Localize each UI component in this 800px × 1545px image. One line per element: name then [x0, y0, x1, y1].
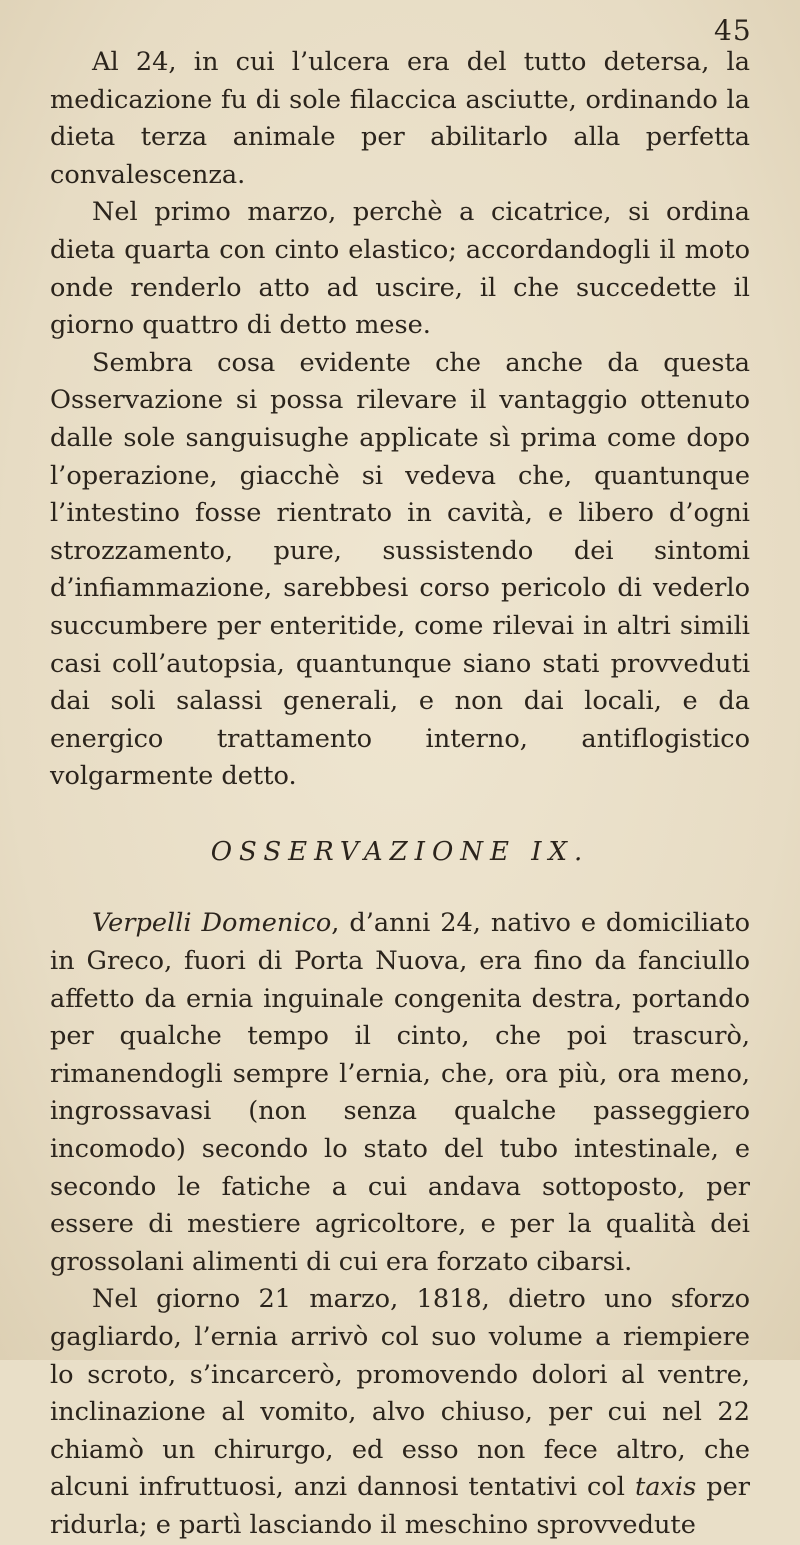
paragraph-conclusion: Sembra cosa evidente che anche da questa Osservazione si possa rilevare il vantaggio ottenuto dalle sole sanguisughe applicate sì prima come dopo l’operazione, giacchè si vedeva che, quantunque l’intestino fosse rientrato in cavità, e libero d’ogni strozzamento, pure, sussistendo dei sintomi d’infiammazione, sarebbesi corso pericolo di vederlo succumbere per enteritide, come rilevai in altri simili casi coll’autopsia, quantunque siano stati provveduti dai soli salassi generali, e non dai locali, e da energico trattamento interno, antiflogistico volgarmente detto.	[50, 347, 750, 792]
paragraph-medication: Al 24, in cui l’ulcera era del tutto detersa, la medicazione fu di sole filaccica asciutte, ordinando la dieta terza animale per abilitarlo alla perfetta convalescenza.	[50, 47, 750, 190]
patient-history-text: , d’anni 24, nativo e domiciliato in Greco, fuori di Porta Nuova, era fino da fanciullo affetto da ernia inguinale congenita destra, portando per qualche tempo il cinto, che poi trascurò, rimanendogli sempre l’ernia, che, ora più, ora meno, ingrossavasi (non senza qualche passeggiero incomodo) secondo lo stato del tubo intestinale, e secondo le fatiche a cui andava sottoposto, per essere di mestiere agricoltore, e per la qualità dei grossolani alimenti di cui era forzato cibarsi.	[50, 908, 750, 1277]
body-text	[50, 44, 750, 1545]
page-number: 45	[714, 14, 752, 47]
paragraph-patient-history	[50, 905, 750, 1281]
paragraph-march: Nel primo marzo, perchè a cicatrice, si ordina dieta quarta con cinto elastico; accordandogli il moto onde renderlo atto ad uscire, il che succedette il giorno quattro di detto mese.	[50, 197, 750, 341]
paragraph-incarceration	[50, 1281, 750, 1544]
incarceration-text-end: per ridurla; e partì lasciando il meschino sprovvedute	[50, 1472, 751, 1540]
patient-name: Verpelli Domenico	[92, 908, 332, 939]
taxis-term: taxis	[634, 1472, 697, 1503]
incarceration-text: Nel giorno 21 marzo, 1818, dietro uno sforzo gagliardo, l’ernia arrivò col suo volume a riempiere lo scroto, s’incarcerò, promovendo dolori al ventre, inclinazione al vomito, alvo chiuso, per cui nel 22 chiamò un chirurgo, ed esso non fece altro, che alcuni infruttuosi, anzi dannosi tentativi col	[50, 1284, 750, 1503]
section-heading: OSSERVAZIONE IX.	[210, 836, 590, 867]
